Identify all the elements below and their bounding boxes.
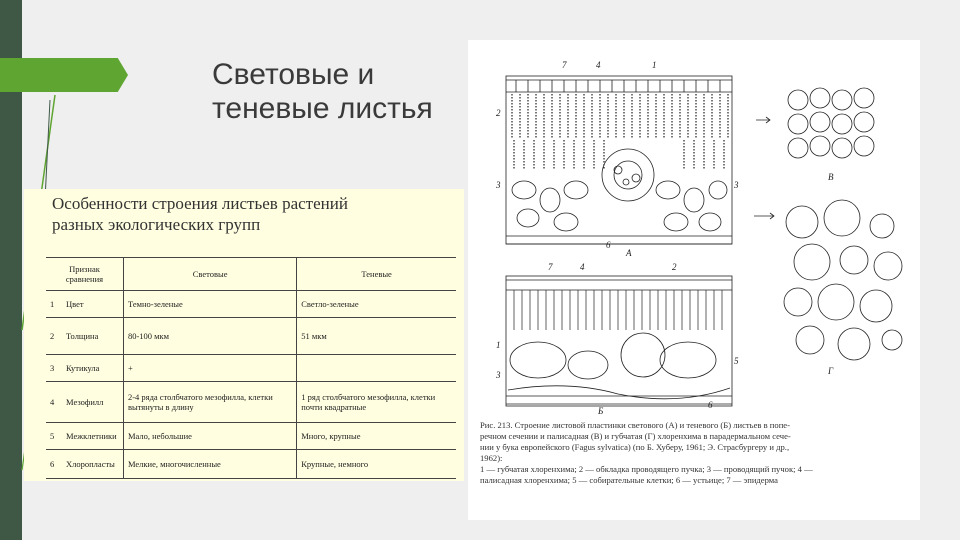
row-feature: Толщина <box>62 318 123 355</box>
caption-line: палисадная хлоренхима; 5 — собирательные клетки; 6 — устьице; 7 — эпидерма <box>480 475 778 485</box>
arrow-to-v <box>756 117 770 123</box>
caption-line: 1962): <box>480 453 503 463</box>
header-shade: Теневые <box>297 258 456 291</box>
row-feature: Цвет <box>62 291 123 318</box>
label-section-b: Б <box>598 406 604 416</box>
caption-line: 1 — губчатая хлоренхима; 2 — обкладка проводящего пучка; 3 — проводящий пучок; 4 — <box>480 464 813 474</box>
figure-caption <box>480 420 916 486</box>
row-feature: Хлоропласты <box>62 450 123 479</box>
label-2-a: 2 <box>496 108 501 118</box>
label-section-g: Г <box>828 366 834 376</box>
row-light: + <box>123 355 296 382</box>
table-row <box>46 423 456 450</box>
row-feature: Мезофилл <box>62 382 123 423</box>
header-light: Световые <box>123 258 296 291</box>
caption-line: нии у бука европейского (Fagus sylvatica) (по Б. Хуберу, 1961; Э. Страсбургеру и др., <box>480 442 790 452</box>
table-row <box>46 450 456 479</box>
row-number: 5 <box>46 423 62 450</box>
row-shade: 51 мкм <box>297 318 456 355</box>
row-light: Мало, небольшие <box>123 423 296 450</box>
table-row <box>46 382 456 423</box>
title-line-1: Световые и <box>212 58 375 91</box>
comparison-table <box>46 257 456 479</box>
palisade-paradermal <box>788 88 874 158</box>
comparison-table-panel <box>24 189 464 481</box>
table-header-row <box>46 258 456 291</box>
label-7-b: 7 <box>548 262 553 272</box>
slide-title <box>212 58 472 126</box>
row-shade: Много, крупные <box>297 423 456 450</box>
row-feature: Кутикула <box>62 355 123 382</box>
row-light: Темно-зеленые <box>123 291 296 318</box>
table-title <box>52 193 452 235</box>
row-number: 3 <box>46 355 62 382</box>
label-6-b: 6 <box>708 400 713 410</box>
label-1-a: 1 <box>652 60 657 70</box>
leaf-anatomy-figure <box>468 40 920 520</box>
table-row <box>46 291 456 318</box>
label-3-b: 3 <box>496 370 501 380</box>
leaf-cross-section-drawing <box>468 40 920 420</box>
row-light: 80-100 мкм <box>123 318 296 355</box>
header-feature: Признак сравнения <box>46 258 123 291</box>
label-7-a: 7 <box>562 60 567 70</box>
table-row <box>46 355 456 382</box>
label-4-a: 4 <box>596 60 601 70</box>
table-row <box>46 318 456 355</box>
row-shade: 1 ряд столбчатого мезофилла, клетки почти квадратные <box>297 382 456 423</box>
label-section-v: В <box>828 172 834 182</box>
row-shade: Крупные, немного <box>297 450 456 479</box>
label-3-a-right: 3 <box>734 180 739 190</box>
caption-line: Рис. 213. Строение листовой пластинки светового (А) и теневого (Б) листьев в попе- <box>480 420 790 430</box>
label-3-a: 3 <box>496 180 501 190</box>
label-section-a: А <box>626 248 632 258</box>
label-2-b: 2 <box>672 262 677 272</box>
label-1-b: 1 <box>496 340 501 350</box>
table-title-line-1: Особенности строения листьев растений <box>52 194 348 213</box>
table-title-line-2: разных экологических групп <box>52 215 261 234</box>
row-number: 6 <box>46 450 62 479</box>
arrow-to-g <box>754 213 774 219</box>
title-line-2: теневые листья <box>212 92 433 125</box>
row-light: Мелкие, многочисленные <box>123 450 296 479</box>
spongy-paradermal <box>784 200 902 360</box>
caption-line: речном сечении и палисадная (В) и губчатая (Г) хлоренхима в парадермальном сече- <box>480 431 791 441</box>
light-leaf-section <box>506 76 732 244</box>
row-shade: Светло-зеленые <box>297 291 456 318</box>
row-number: 1 <box>46 291 62 318</box>
row-feature: Межклетники <box>62 423 123 450</box>
label-6-a: 6 <box>606 240 611 250</box>
row-shade <box>297 355 456 382</box>
row-number: 2 <box>46 318 62 355</box>
label-5-b: 5 <box>734 356 739 366</box>
label-4-b: 4 <box>580 262 585 272</box>
row-light: 2-4 ряда столбчатого мезофилла, клетки вытянуты в длину <box>123 382 296 423</box>
row-number: 4 <box>46 382 62 423</box>
